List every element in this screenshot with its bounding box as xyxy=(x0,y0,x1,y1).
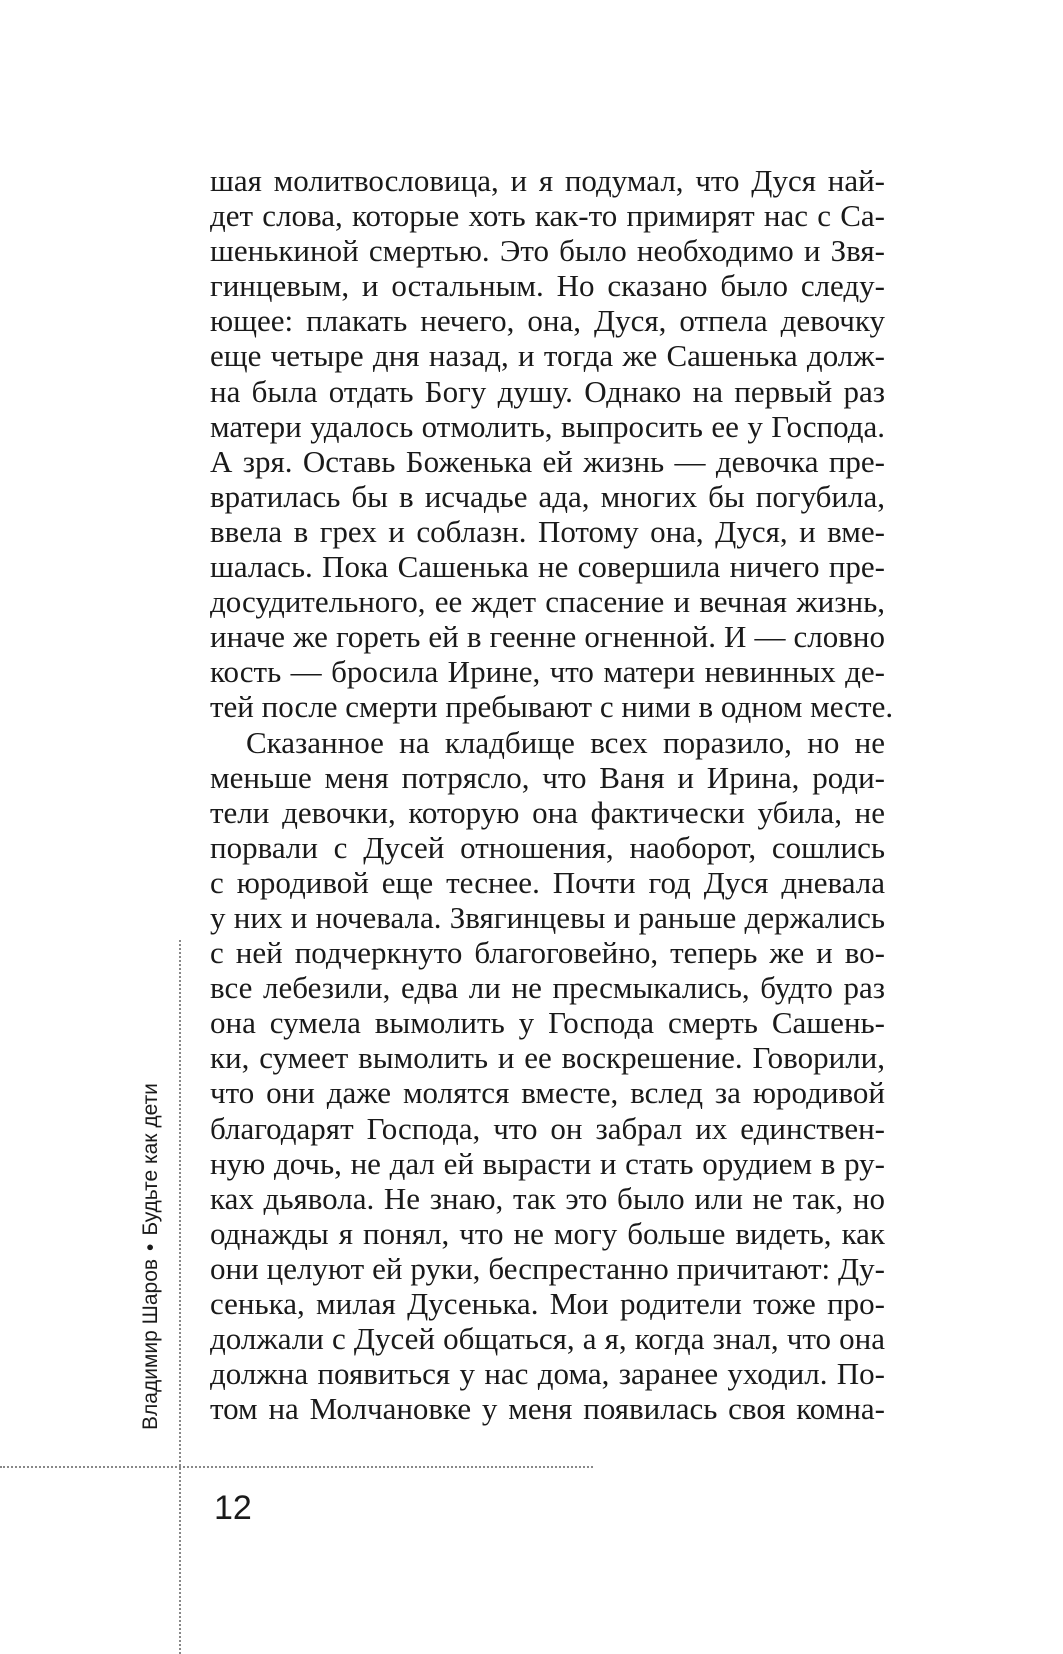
text-line: они целуют ей руки, беспрестанно причитают: Ду- xyxy=(210,1250,885,1286)
text-line: гинцевым, и остальным. Но сказано было следу- xyxy=(210,268,885,304)
paragraph-start-line: Сказанное на кладбище всех поразило, но не xyxy=(246,724,885,760)
text-line: ную дочь, не дал ей вырасти и стать орудием в ру- xyxy=(210,1145,885,1181)
text-line: должна появиться у нас дома, заранее уходил. По- xyxy=(210,1356,885,1392)
text-line: ющее: плакать нечего, она, Дуся, отпела девочку xyxy=(210,303,885,339)
text-line: тей после смерти пребывают с ними в одном месте. xyxy=(210,689,894,725)
text-line: вратилась бы в исчадье ада, многих бы погубила, xyxy=(210,478,885,514)
text-line: ввела в грех и соблазн. Потому она, Дуся, и вме- xyxy=(210,513,885,549)
text-line: с ней подчеркнуто благоговейно, теперь же и во- xyxy=(210,935,885,971)
text-line: что они даже молятся вместе, вслед за юродивой xyxy=(210,1075,885,1111)
text-line: порвали с Дусей отношения, наоборот, сошлись xyxy=(210,829,885,865)
body-text xyxy=(210,163,894,1427)
text-line: кость — бросила Ирине, что матери невинных де- xyxy=(210,654,885,690)
page-number: 12 xyxy=(214,1489,252,1527)
running-head xyxy=(138,1083,164,1430)
text-line: на была отдать Богу душу. Однако на первый раз xyxy=(210,373,885,409)
text-line: однажды я понял, что не могу больше видеть, как xyxy=(210,1215,885,1251)
text-line: иначе же гореть ей в геенне огненной. И — словно xyxy=(210,619,885,655)
running-head-separator: • xyxy=(139,1243,162,1251)
text-line: с юродивой еще теснее. Почти год Дуся дневала xyxy=(210,864,885,900)
text-line: том на Молчановке у меня появилась своя комна- xyxy=(210,1391,885,1427)
text-line: должали с Дусей общаться, а я, когда знал, что она xyxy=(210,1321,885,1357)
text-line: сенька, милая Дусенька. Мои родители тоже про- xyxy=(210,1286,885,1321)
text-line: А зря. Оставь Боженька ей жизнь — девочка пре- xyxy=(210,443,885,479)
text-line: досудительного, ее ждет спасение и вечная жизнь, xyxy=(210,584,885,620)
text-line: дет слова, которые хоть как-то примирят нас с Са- xyxy=(210,198,885,234)
text-line: все лебезили, едва ли не пресмыкались, будто раз xyxy=(210,970,885,1006)
text-line: шалась. Пока Сашенька не совершила ничего пре- xyxy=(210,549,885,585)
running-head-author: Владимир Шаров xyxy=(139,1258,162,1430)
text-line: матери удалось отмолить, выпросить ее у Господа. xyxy=(210,408,885,444)
text-line: у них и ночевала. Звягинцевы и раньше держались xyxy=(210,899,885,935)
text-line: меньше меня потрясло, что Ваня и Ирина, роди- xyxy=(210,759,885,795)
text-line: шенькиной смертью. Это было необходимо и Звя- xyxy=(210,233,885,269)
text-line: она сумела вымолить у Господа смерть Сашень- xyxy=(210,1005,885,1041)
text-line: ках дьявола. Не знаю, так это было или не так, но xyxy=(210,1180,885,1216)
text-line: благодарят Господа, что он забрал их единствен- xyxy=(210,1110,885,1146)
text-line: еще четыре дня назад, и тогда же Сашенька долж- xyxy=(210,338,885,374)
horizontal-dotted-rule xyxy=(0,1466,593,1468)
running-head-title: Будьте как дети xyxy=(139,1083,162,1236)
text-line: тели девочки, которую она фактически убила, не xyxy=(210,794,885,830)
text-line: ки, сумеет вымолить и ее воскрешение. Говорили, xyxy=(210,1040,885,1076)
text-line: шая молитвословица, и я подумал, что Дуся най- xyxy=(210,163,885,198)
vertical-dotted-rule xyxy=(179,940,181,1654)
